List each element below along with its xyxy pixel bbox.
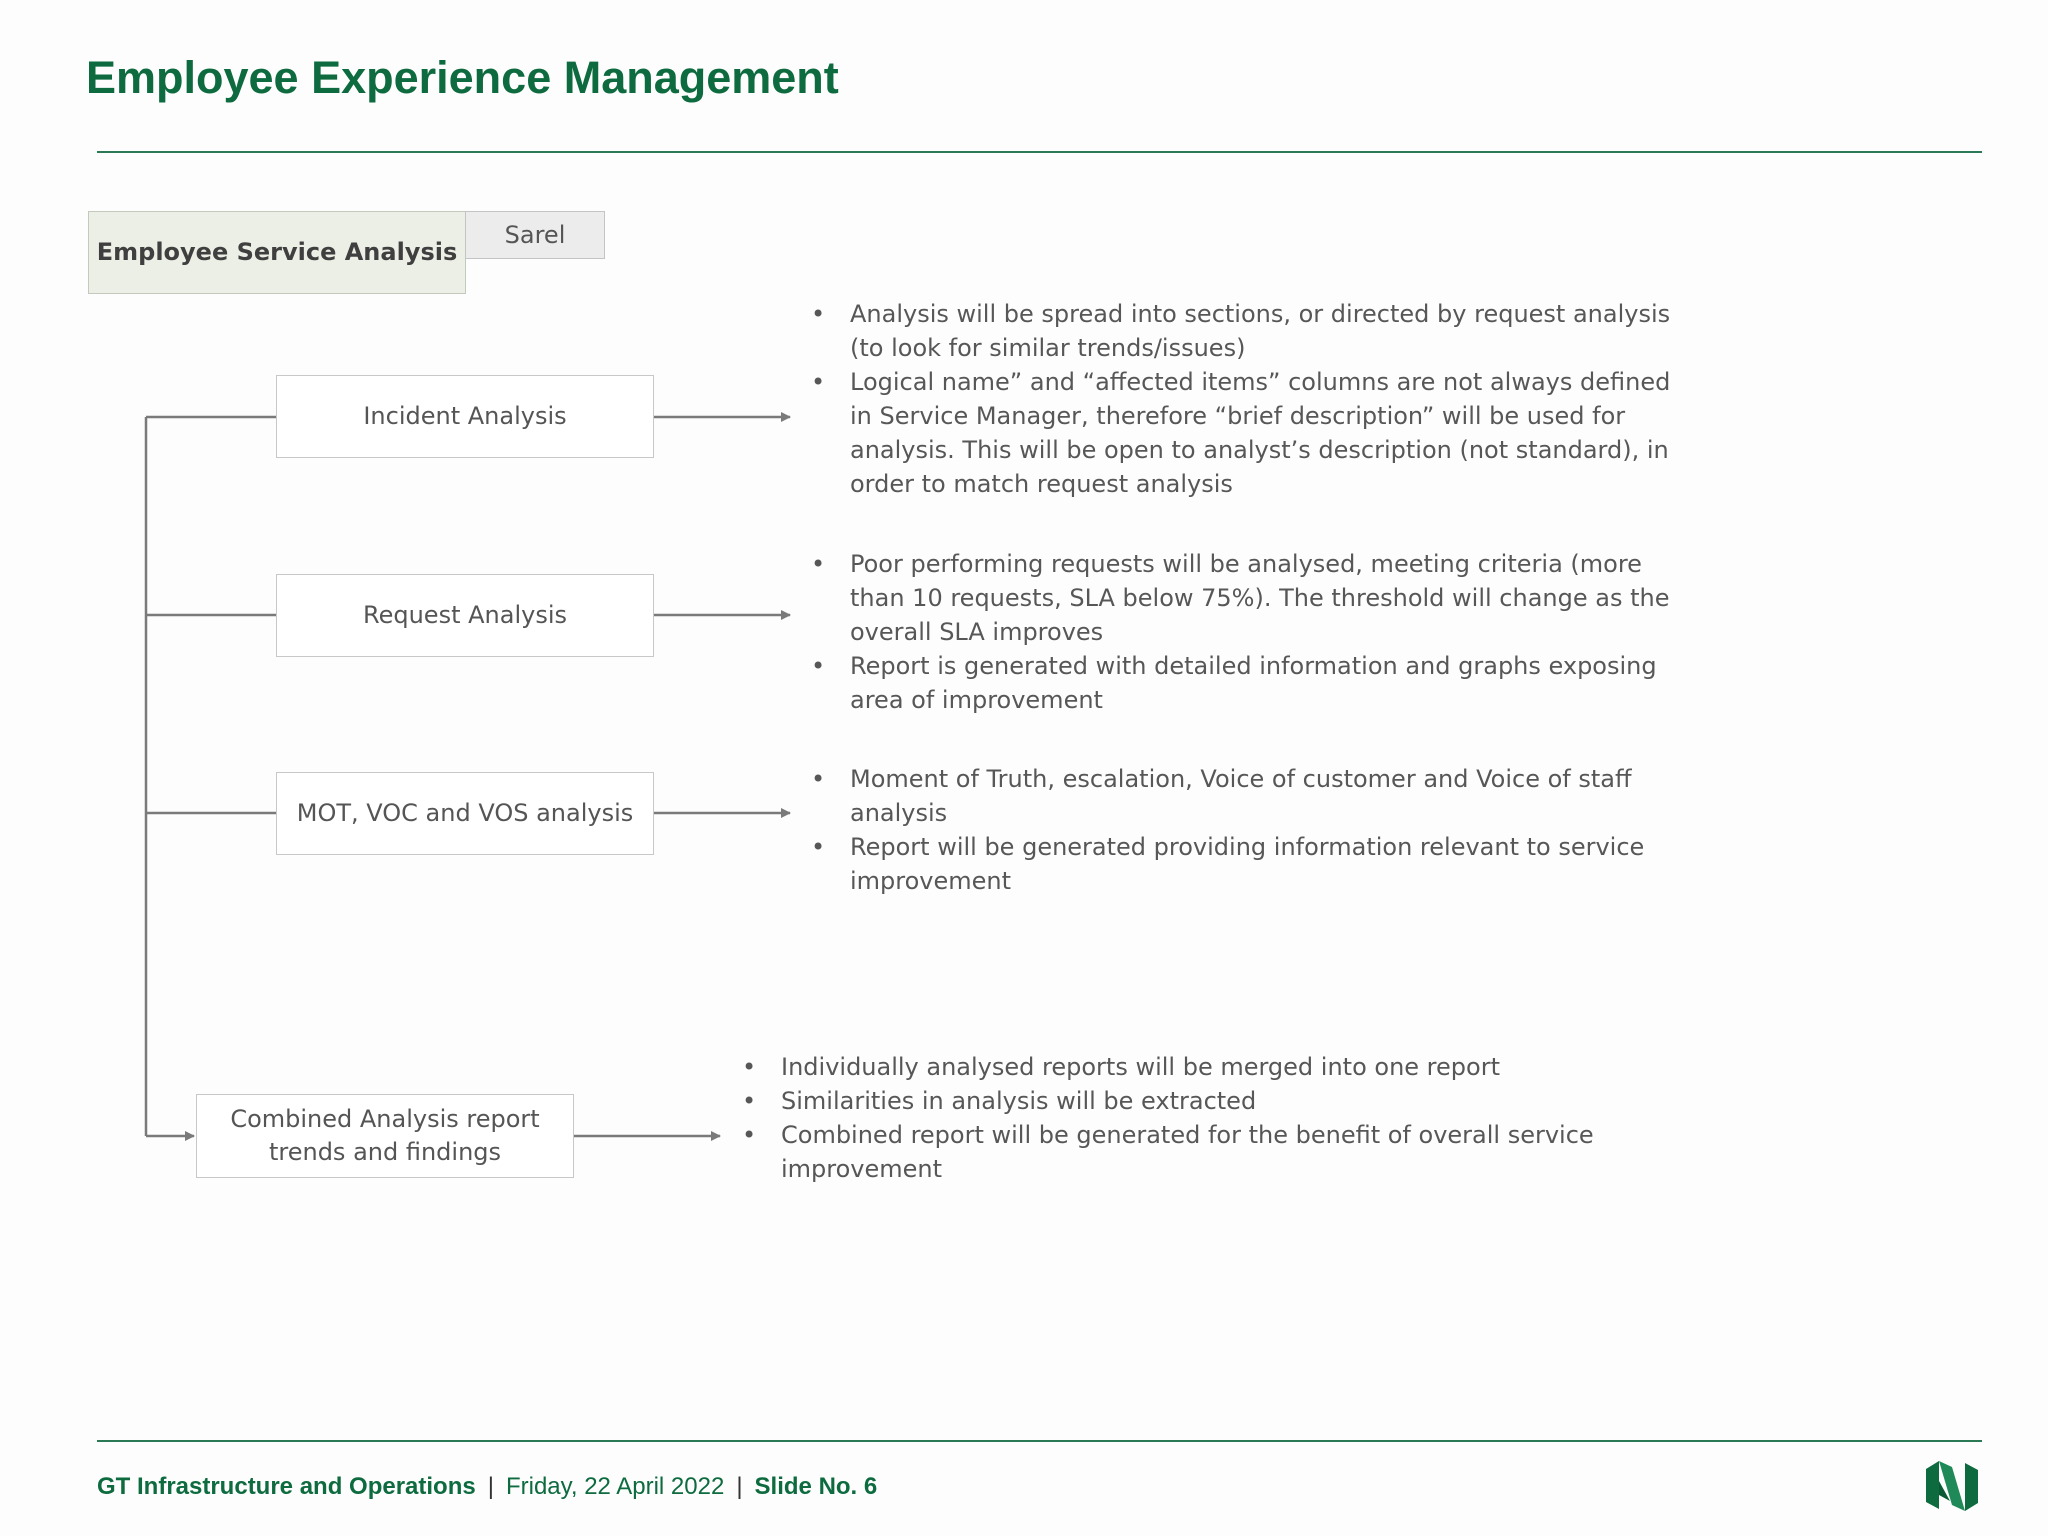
employee-service-analysis-box: Employee Service Analysis xyxy=(88,211,466,294)
slide-footer xyxy=(97,1473,877,1501)
request-analysis-notes xyxy=(811,547,1691,717)
incident-analysis-notes xyxy=(811,297,1691,501)
footer-date: Friday, 22 April 2022 xyxy=(505,1473,725,1500)
bullet-item: • Report is generated with detailed information and graphs exposing area of improvement xyxy=(811,649,1691,717)
bullet-item: • Individually analysed reports will be merged into one report xyxy=(742,1050,1622,1084)
bullet-item: • Moment of Truth, escalation, Voice of customer and Voice of staff analysis xyxy=(811,762,1691,830)
bullet-item: • Logical name” and “affected items” columns are not always defined in Service Manager, therefore “brief description” will be used for analysis. This will be open to analyst’s description (not standard), in order to match request analysis xyxy=(811,365,1691,501)
footer-separator: | xyxy=(736,1473,743,1500)
slide-title: Employee Experience Management xyxy=(86,52,839,103)
bullet-item: • Combined report will be generated for the benefit of overall service improvement xyxy=(742,1118,1622,1186)
bullet-item: • Report will be generated providing information relevant to service improvement xyxy=(811,830,1691,898)
request-analysis-box: Request Analysis xyxy=(276,574,654,657)
combined-analysis-label xyxy=(230,1103,539,1169)
owner-tab: Sarel xyxy=(465,211,605,259)
footer-slide-number: Slide No. 6 xyxy=(754,1473,878,1500)
nedbank-logo-icon xyxy=(1922,1457,1982,1515)
bullet-item: • Analysis will be spread into sections, or directed by request analysis (to look for similar trends/issues) xyxy=(811,297,1691,365)
mot-voc-vos-analysis-notes xyxy=(811,762,1691,898)
combined-analysis-notes xyxy=(742,1050,1622,1186)
bullet-item: • Poor performing requests will be analysed, meeting criteria (more than 10 requests, SLA below 75%). The threshold will change as the overall SLA improves xyxy=(811,547,1691,649)
incident-analysis-box: Incident Analysis xyxy=(276,375,654,458)
combined-analysis-label-line1: Combined Analysis report xyxy=(230,1105,540,1133)
footer-department: GT Infrastructure and Operations xyxy=(97,1473,476,1500)
combined-analysis-label-line2: trends and findings xyxy=(268,1138,502,1166)
mot-voc-vos-analysis-box: MOT, VOC and VOS analysis xyxy=(276,772,654,855)
footer-separator: | xyxy=(487,1473,494,1500)
footer-divider xyxy=(97,1440,1982,1442)
combined-analysis-box xyxy=(196,1094,574,1178)
bullet-item: • Similarities in analysis will be extracted xyxy=(742,1084,1622,1118)
